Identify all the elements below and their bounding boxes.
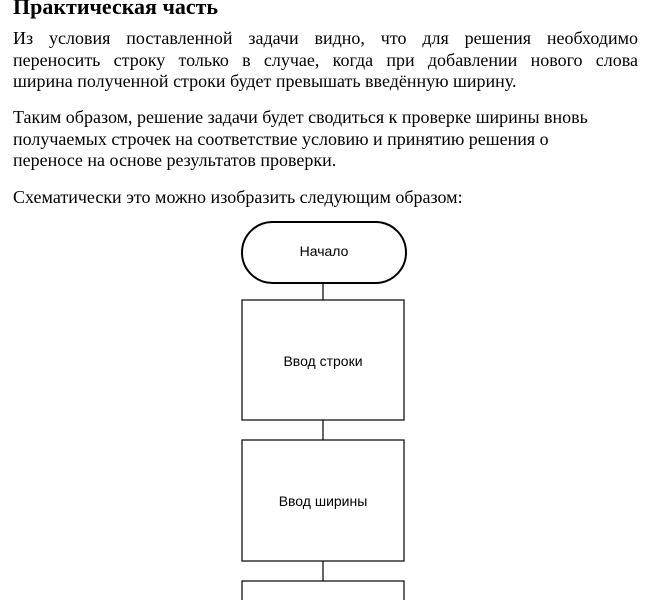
paragraph-line: переносить строку только в случае, когда при добавлении нового слова xyxy=(13,49,638,70)
section-heading: Практическая часть xyxy=(13,0,219,19)
paragraph-line: Таким образом, решение задачи будет сводиться к проверке ширины вновь xyxy=(13,107,588,127)
paragraph-line: получаемых строчек на соответствие условию и принятию решения о xyxy=(13,128,549,149)
paragraph-line: Из условия поставленной задачи видно, что для решения необходимо xyxy=(13,28,638,48)
paragraph-line: переносе на основе результатов проверки. xyxy=(13,150,337,170)
flowchart-process-input-width-label: Ввод ширины xyxy=(278,493,368,509)
paragraph-line: ширина полученной строки будет превышать введённую ширину. xyxy=(13,71,517,91)
flowchart-process-next xyxy=(242,581,404,600)
paragraph-scheme-intro: Схематически это можно изобразить следующим образом: xyxy=(13,187,463,207)
flowchart-start-label: Начало xyxy=(299,243,349,259)
flowchart-process-input-string-label: Ввод строки xyxy=(283,353,363,369)
